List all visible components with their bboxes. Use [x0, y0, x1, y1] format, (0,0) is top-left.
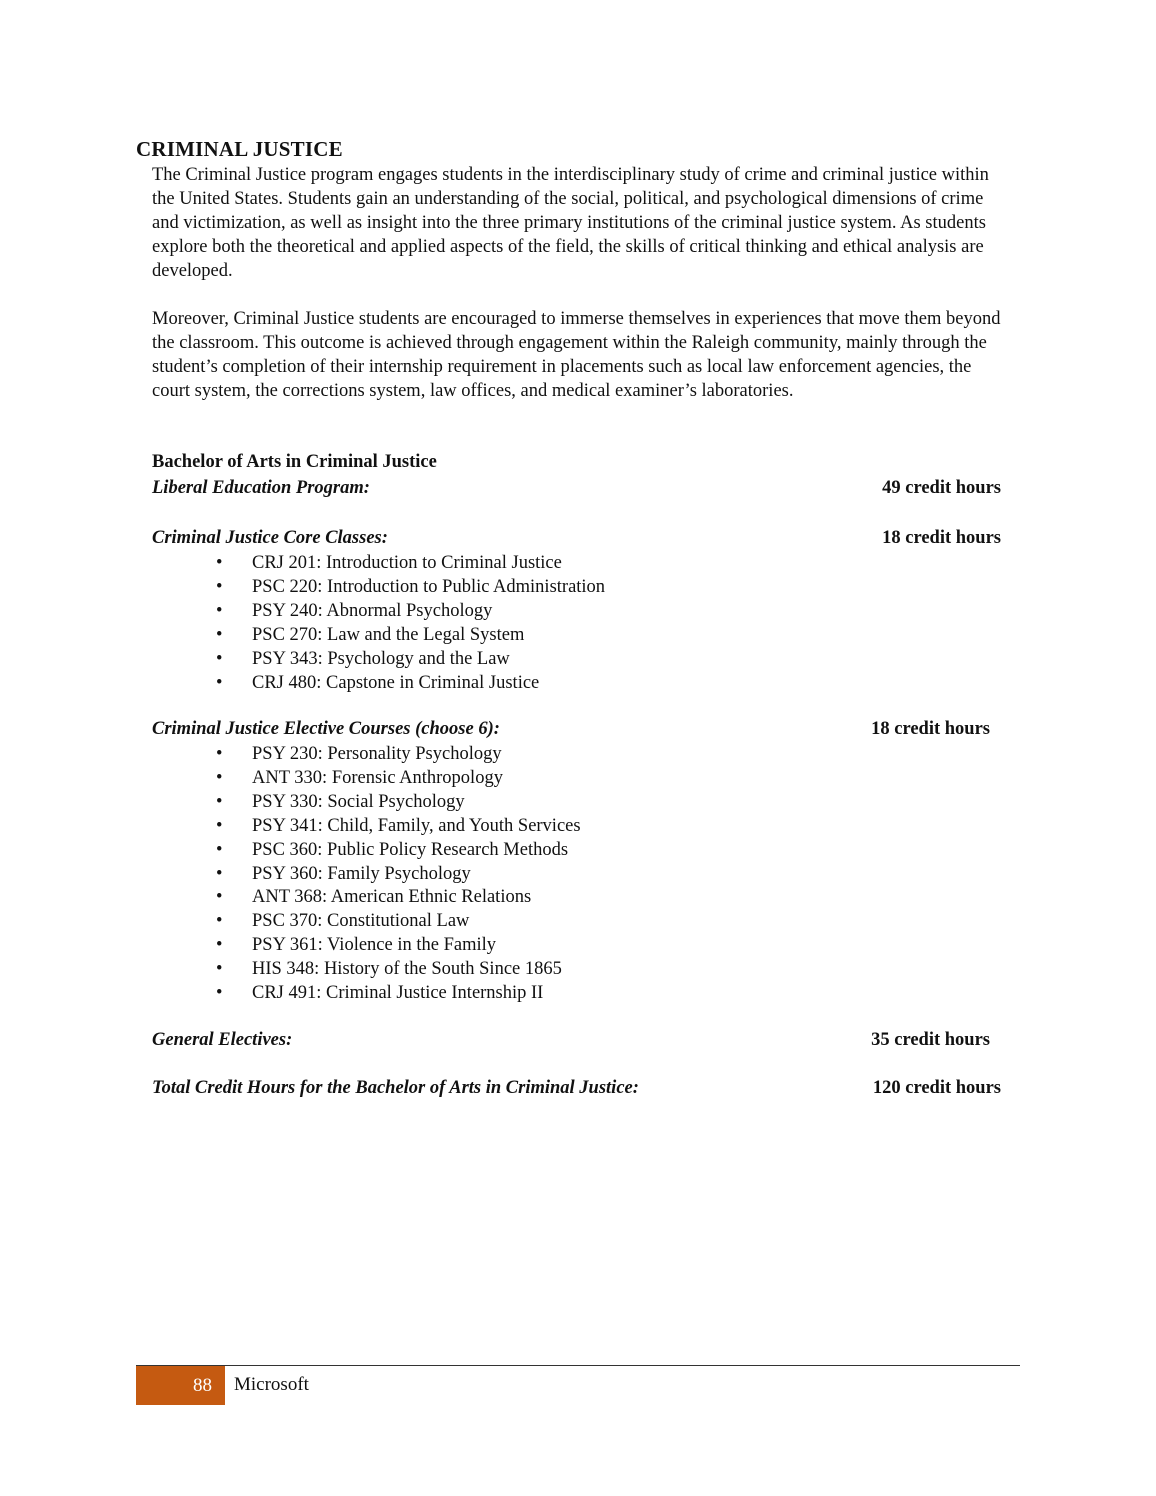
list-item: [206, 552, 605, 576]
list-item: [206, 624, 605, 648]
liberal-education-hours: 49 credit hours: [882, 478, 1001, 498]
bullet-icon: •: [216, 935, 223, 956]
course-label: CRJ 491: Criminal Justice Internship II: [252, 983, 544, 1004]
bullet-icon: •: [216, 767, 223, 788]
list-item: [206, 910, 581, 934]
list-item: [206, 982, 581, 1006]
list-item: [206, 863, 581, 887]
elective-courses-hours: 18 credit hours: [871, 719, 990, 739]
bullet-icon: •: [216, 839, 223, 860]
list-item: [206, 743, 581, 767]
intro-paragraph: The Criminal Justice program engages students in the interdisciplinary study of crime and criminal justice within the United States. Students gain an understanding of the social, political, and psychological dimensions of crime and victimization, as well as insight into the three primary institutions of the criminal justice system. As students explore both the theoretical and applied aspects of the field, the skills of critical thinking and ethical analysis are developed.: [152, 165, 989, 281]
bullet-icon: •: [216, 815, 223, 836]
course-label: CRJ 480: Capstone in Criminal Justice: [252, 672, 540, 693]
course-label: PSY 230: Personality Psychology: [252, 744, 502, 764]
list-item: [206, 767, 581, 791]
total-credit-label: Total Credit Hours for the Bachelor of Arts in Criminal Justice:: [152, 1078, 639, 1098]
course-label: ANT 368: American Ethnic Relations: [252, 887, 532, 908]
bullet-icon: •: [216, 648, 223, 669]
total-credit-hours: 120 credit hours: [872, 1078, 1001, 1098]
bullet-icon: •: [216, 911, 223, 932]
degree-heading: Bachelor of Arts in Criminal Justice: [152, 452, 437, 472]
bullet-icon: •: [216, 600, 223, 621]
list-item: [206, 815, 581, 839]
bullet-icon: •: [216, 887, 223, 908]
bullet-icon: •: [216, 576, 223, 597]
course-label: PSY 360: Family Psychology: [252, 863, 471, 884]
general-electives-hours: 35 credit hours: [871, 1030, 990, 1050]
course-label: PSC 370: Constitutional Law: [252, 911, 470, 932]
bullet-icon: •: [216, 791, 223, 812]
course-label: PSY 330: Social Psychology: [252, 791, 465, 812]
list-item: [206, 934, 581, 958]
bullet-icon: •: [216, 624, 223, 645]
course-label: PSC 220: Introduction to Public Administration: [252, 576, 606, 597]
engagement-paragraph: Moreover, Criminal Justice students are encouraged to immerse themselves in experiences that move them beyond the classroom. This outcome is achieved through engagement within the Raleigh community, mainly through the student’s completion of their internship requirement in placements such as local law enforcement agencies, the court system, the corrections system, law offices, and medical examiner’s laboratories.: [152, 309, 1001, 401]
list-item: [206, 648, 605, 672]
course-label: HIS 348: History of the South Since 1865: [252, 959, 562, 980]
course-label: PSC 270: Law and the Legal System: [252, 624, 525, 645]
list-item: [206, 886, 581, 910]
list-item: [206, 576, 605, 600]
liberal-education-label: Liberal Education Program:: [152, 478, 370, 498]
course-label: PSY 361: Violence in the Family: [252, 935, 497, 956]
course-label: CRJ 201: Introduction to Criminal Justice: [252, 553, 562, 573]
course-label: PSY 240: Abnormal Psychology: [252, 600, 493, 621]
general-electives-label: General Electives:: [152, 1030, 293, 1050]
list-item: [206, 839, 581, 863]
elective-course-list: [206, 743, 581, 1006]
list-item: [206, 791, 581, 815]
course-label: PSY 343: Psychology and the Law: [252, 648, 510, 669]
bullet-icon: •: [216, 553, 223, 573]
footer-divider: [136, 1365, 1020, 1366]
page-number: 88: [136, 1366, 225, 1405]
bullet-icon: •: [216, 983, 223, 1004]
course-label: ANT 330: Forensic Anthropology: [252, 767, 503, 788]
list-item: [206, 672, 605, 696]
footer-label: Microsoft: [234, 1374, 309, 1395]
bullet-icon: •: [216, 744, 223, 764]
bullet-icon: •: [216, 863, 223, 884]
section-title: CRIMINAL JUSTICE: [136, 137, 343, 161]
course-label: PSY 341: Child, Family, and Youth Services: [252, 815, 581, 836]
core-course-list: [206, 552, 605, 695]
bullet-icon: •: [216, 959, 223, 980]
list-item: [206, 958, 581, 982]
bullet-icon: •: [216, 672, 223, 693]
core-classes-label: Criminal Justice Core Classes:: [152, 528, 388, 548]
course-label: PSC 360: Public Policy Research Methods: [252, 839, 569, 860]
elective-courses-label: Criminal Justice Elective Courses (choose 6):: [152, 719, 500, 739]
core-classes-hours: 18 credit hours: [882, 528, 1001, 548]
list-item: [206, 600, 605, 624]
